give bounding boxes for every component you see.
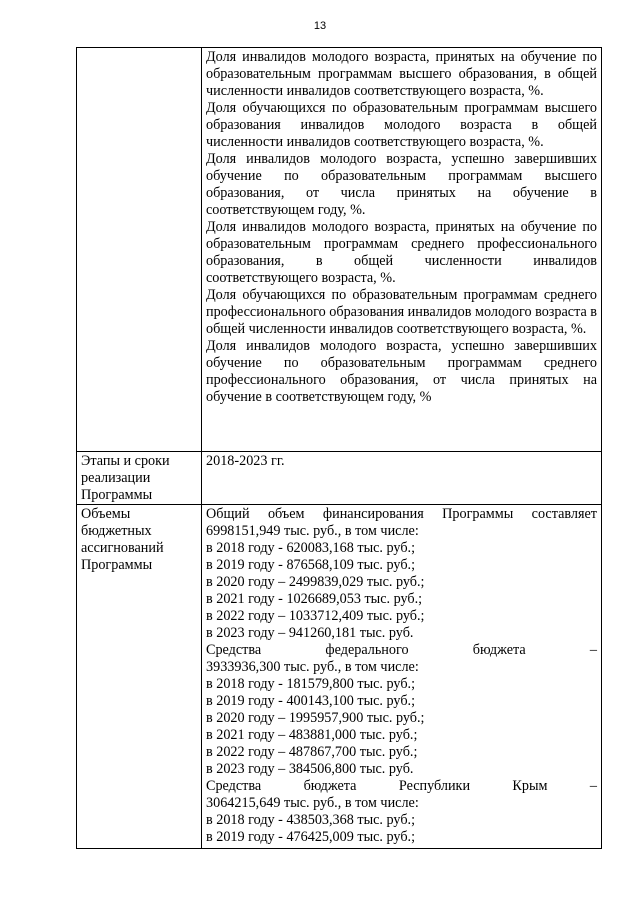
indicator-paragraph: Доля обучающихся по образовательным программам среднего профессионального образования инвалидов молодого возраста в общей численности инвалидов соответствующего возраста, %. [206, 287, 597, 337]
page-number: 13 [313, 20, 327, 32]
funding-year-line: в 2018 году - 620083,168 тыс. руб.; [206, 540, 416, 556]
federal-year-line: в 2019 году - 400143,100 тыс. руб.; [206, 693, 416, 709]
funding-year-line: в 2021 году - 1026689,053 тыс. руб.; [206, 591, 423, 607]
funding-total-intro: Общий объем финансирования Программы составляет 6998151,949 тыс. руб., в том числе: [206, 506, 597, 539]
crimea-intro-amount: 3064215,649 тыс. руб., в том числе: [206, 795, 419, 811]
funding-year-line: в 2020 году – 2499839,029 тыс. руб.; [206, 574, 425, 590]
indicator-paragraph: Доля инвалидов молодого возраста, успешно завершивших обучение по образовательным программам среднего профессионального образования, от числа принятых на обучение в соответствующем году, % [206, 338, 597, 405]
stages-label: Этапы и сроки реализации Программы [77, 452, 202, 505]
crimea-year-line: в 2019 году - 476425,009 тыс. руб.; [206, 829, 416, 845]
funding-year-line: в 2019 году - 876568,109 тыс. руб.; [206, 557, 416, 573]
indicator-paragraph: Доля инвалидов молодого возраста, успешно завершивших обучение по образовательным программам высшего образования, от числа принятых на обучение в соответствующем году, %. [206, 151, 597, 218]
crimea-year-line: в 2018 году - 438503,368 тыс. руб.; [206, 812, 416, 828]
indicator-paragraph: Доля инвалидов молодого возраста, принятых на обучение по образовательным программам среднего профессионального образования, в общей численности инвалидов соответствующего возраста, %. [206, 219, 597, 286]
table-row [77, 452, 602, 505]
table-row [77, 505, 602, 849]
crimea-intro: Средства бюджета Республики Крым – [206, 778, 597, 794]
indicator-paragraph: Доля обучающихся по образовательным программам высшего образования инвалидов молодого возраста в общей численности инвалидов соответствующего возраста, %. [206, 100, 597, 150]
funding-cell [202, 505, 602, 849]
table-row [77, 48, 602, 452]
federal-intro-amount: 3933936,300 тыс. руб., в том числе: [206, 659, 419, 675]
federal-year-line: в 2023 году – 384506,800 тыс. руб. [206, 761, 414, 777]
indicator-paragraph: Доля инвалидов молодого возраста, принятых на обучение по образовательным программам высшего образования, в общей численности инвалидов соответствующего возраста, %. [206, 49, 597, 99]
federal-year-line: в 2020 году – 1995957,900 тыс. руб.; [206, 710, 425, 726]
indicators-cell [202, 48, 602, 452]
federal-intro: Средства федерального бюджета – [206, 642, 597, 658]
funding-year-line: в 2022 году – 1033712,409 тыс. руб.; [206, 608, 425, 624]
federal-year-line: в 2021 году – 483881,000 тыс. руб.; [206, 727, 418, 743]
table-cell-label [77, 48, 202, 452]
federal-year-line: в 2022 году – 487867,700 тыс. руб.; [206, 744, 418, 760]
stages-value: 2018-2023 гг. [202, 452, 602, 505]
federal-year-line: в 2018 году - 181579,800 тыс. руб.; [206, 676, 416, 692]
funding-label: Объемы бюджетных ассигнований Программы [77, 505, 202, 849]
program-passport-table [76, 47, 602, 849]
funding-year-line: в 2023 году – 941260,181 тыс. руб. [206, 625, 414, 641]
